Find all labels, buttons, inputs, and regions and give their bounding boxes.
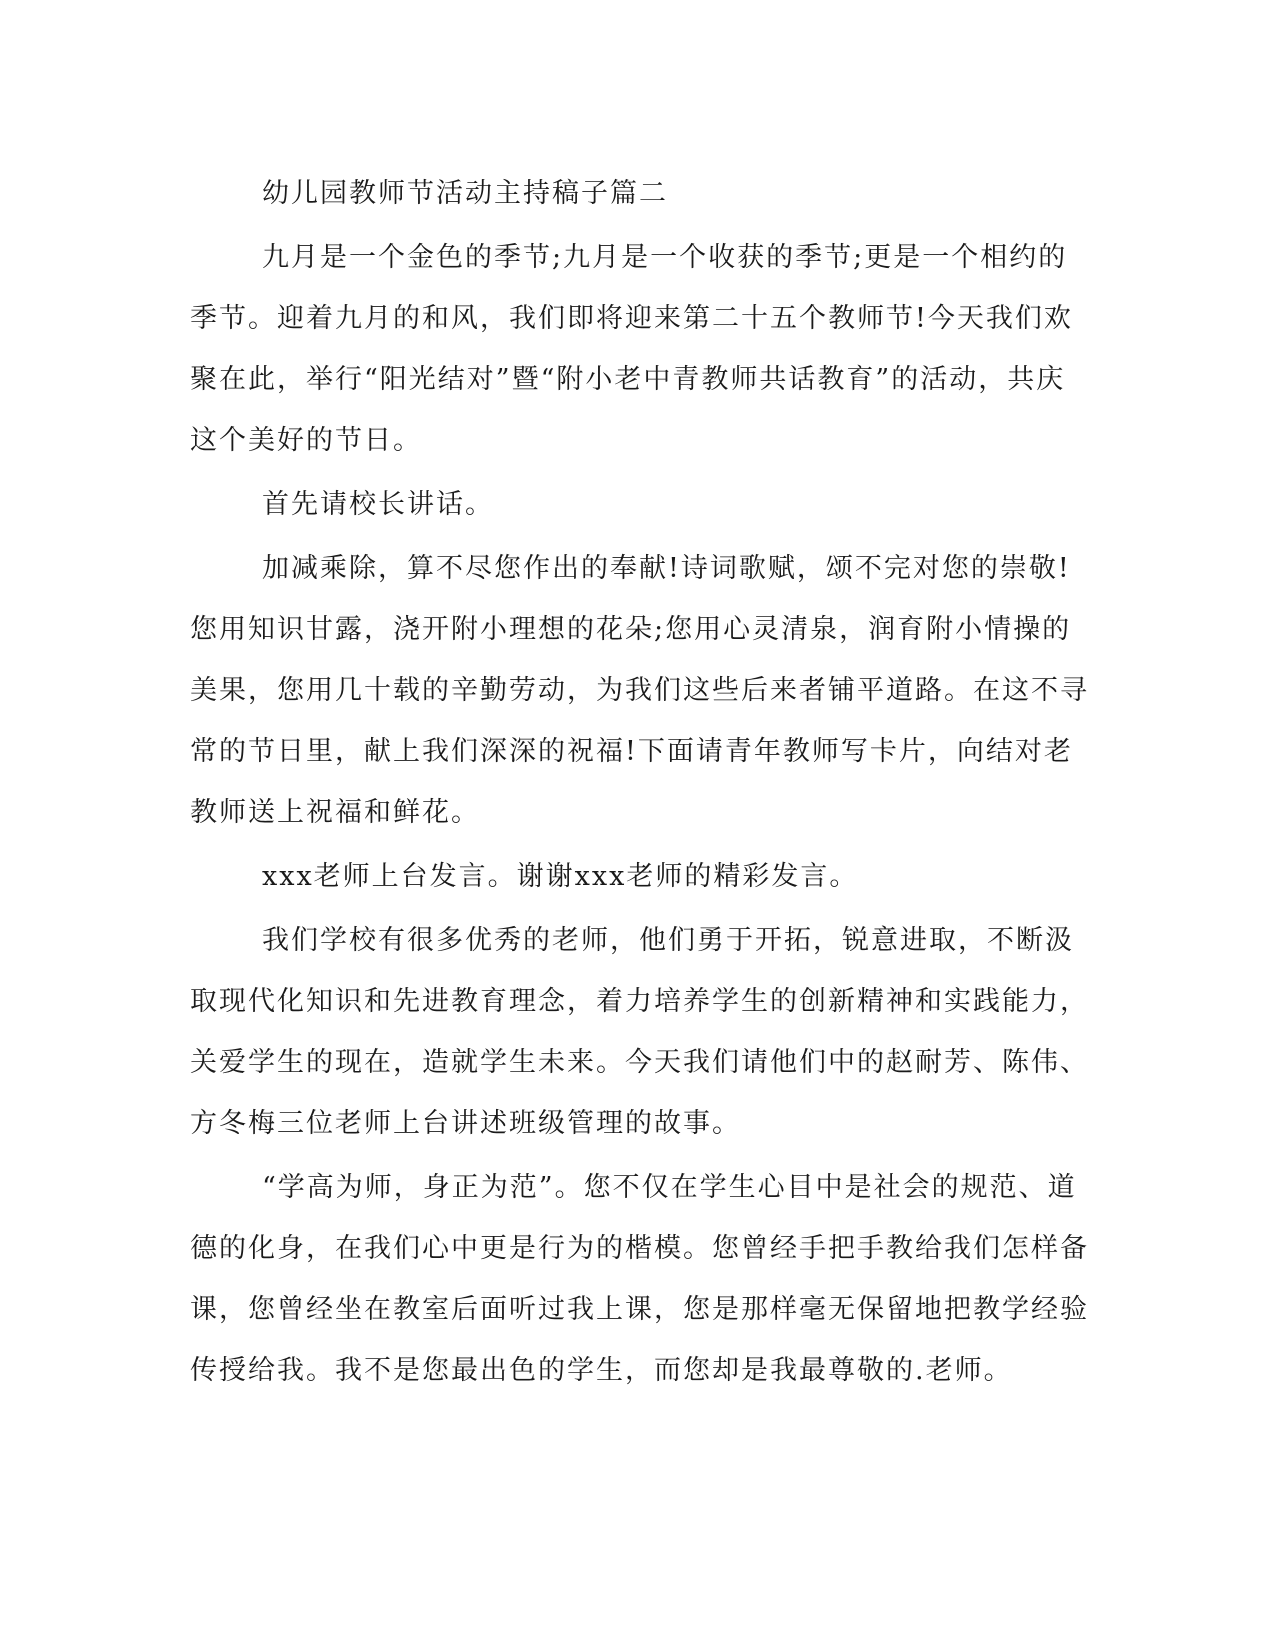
paragraph-september: 九月是一个金色的季节;九月是一个收获的季节;更是一个相约的季节。迎着九月的和风，我们即将迎来第二十五个教师节!今天我们欢聚在此，举行“阳光结对”暨“附小老中青教师共话教育”的活动，共庆这个美好的节日。	[190, 242, 1073, 456]
paragraph-role-model: “学高为师，身正为范”。您不仅在学生心目中是社会的规范、道德的化身，在我们心中更是行为的楷模。您曾经手把手教给我们怎样备课，您曾经坐在教室后面听过我上课，您是那样毫无保留地把教学经验传授给我。我不是您最出色的学生，而您却是我最尊敬的.老师。	[190, 1172, 1089, 1386]
paragraph-principal-speech: 首先请校长讲话。	[262, 489, 494, 520]
document-title: 幼儿园教师节活动主持稿子篇二	[262, 178, 668, 209]
paragraph-teacher-speech: xxx老师上台发言。谢谢xxx老师的精彩发言。	[262, 861, 859, 892]
paragraph-tribute: 加减乘除，算不尽您作出的奉献!诗词歌赋，颂不完对您的崇敬!您用知识甘露，浇开附小理想的花朵;您用心灵清泉，润育附小情操的美果，您用几十载的辛勤劳动，为我们这些后来者铺平道路。在这不寻常的节日里，献上我们深深的祝福!下面请青年教师写卡片，向结对老教师送上祝福和鲜花。	[190, 553, 1089, 828]
document-body	[190, 163, 1090, 1404]
paragraph-excellent-teachers: 我们学校有很多优秀的老师，他们勇于开拓，锐意进取，不断汲取现代化知识和先进教育理念，着力培养学生的创新精神和实践能力，关爱学生的现在，造就学生未来。今天我们请他们中的赵耐芳、陈伟、方冬梅三位老师上台讲述班级管理的故事。	[190, 925, 1089, 1139]
